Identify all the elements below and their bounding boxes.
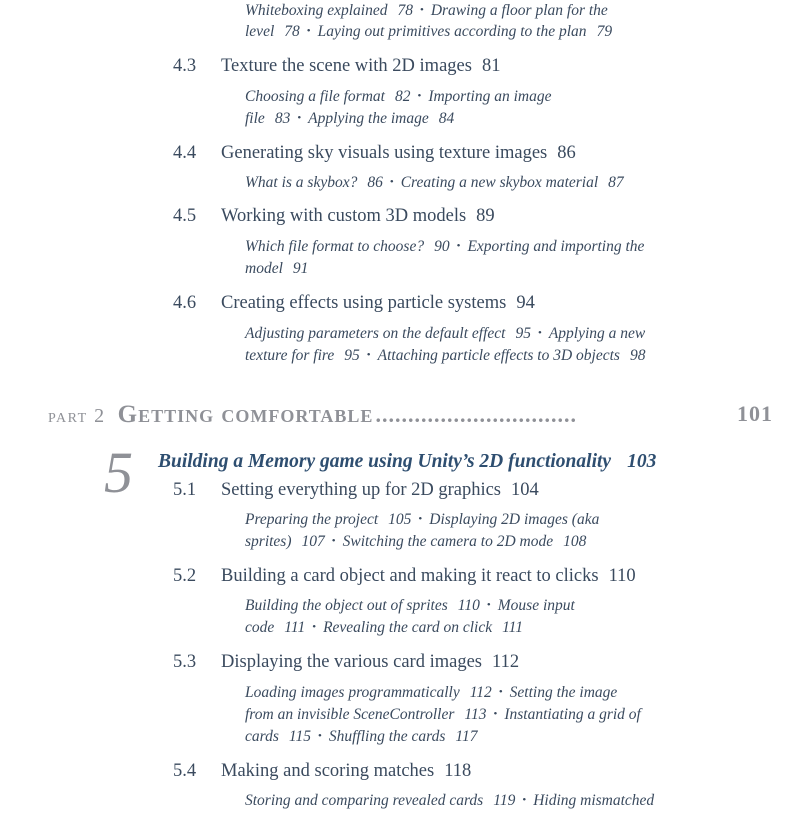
section-entry[interactable] <box>173 206 495 227</box>
subsection-line: Loading images programmatically 112 • Setting the image <box>245 684 618 701</box>
subsection-line: from an invisible SceneController 113 • Instantiating a grid of <box>245 706 641 723</box>
section-entry[interactable] <box>173 293 535 314</box>
chapter-heading[interactable] <box>158 451 656 473</box>
section-page: 118 <box>444 761 472 781</box>
section-title: Working with custom 3D models <box>221 206 467 226</box>
section-page: 81 <box>481 56 501 76</box>
section-title: Displaying the various card images <box>221 652 482 672</box>
subsection-line: code 111 • Revealing the card on click 111 <box>245 619 524 636</box>
section-title: Building a card object and making it react to clicks <box>221 566 599 586</box>
section-number: 4.4 <box>173 143 197 163</box>
section-title: Texture the scene with 2D images <box>221 56 472 76</box>
section-number: 4.5 <box>173 206 197 226</box>
section-number: 5.1 <box>173 480 197 500</box>
subsection-line: Building the object out of sprites 110 • Mouse input <box>245 597 575 614</box>
chapter-page: 103 <box>627 451 657 472</box>
section-page: 110 <box>608 566 636 586</box>
subsection-line: Storing and comparing revealed cards 119 • Hiding mismatched <box>245 792 655 809</box>
subsection-line: Whiteboxing explained 78 • Drawing a floor plan for the <box>245 2 608 19</box>
section-number: 5.4 <box>173 761 197 781</box>
section-number: 5.3 <box>173 652 197 672</box>
section-page: 104 <box>511 480 539 500</box>
subsection-line: file 83 • Applying the image 84 <box>245 110 455 127</box>
part-heading[interactable] <box>48 401 773 429</box>
subsection-line: What is a skybox? 86 • Creating a new skybox material 87 <box>245 174 624 191</box>
subsection-line: Choosing a file format 82 • Importing an image <box>245 88 552 105</box>
part-page: 101 <box>733 401 773 427</box>
chapter-number: 5 <box>104 440 133 505</box>
subsection-line: sprites) 107 • Switching the camera to 2D mode 108 <box>245 533 587 550</box>
chapter-title: Building a Memory game using Unity’s 2D functionality <box>158 451 612 472</box>
subsection-line: model 91 <box>245 260 309 277</box>
subsection-line: Adjusting parameters on the default effect 95 • Applying a new <box>245 325 646 342</box>
section-entry[interactable] <box>173 566 636 587</box>
part-label: part 2 <box>48 405 106 427</box>
section-title: Generating sky visuals using texture images <box>221 143 548 163</box>
subsection-line: level 78 • Laying out primitives according to the plan 79 <box>245 23 613 40</box>
section-page: 89 <box>476 206 495 226</box>
section-entry[interactable] <box>173 761 471 782</box>
section-page: 112 <box>492 652 520 672</box>
section-entry[interactable] <box>173 56 500 77</box>
subsection-line: Preparing the project 105 • Displaying 2D images (aka <box>245 511 600 528</box>
section-number: 4.3 <box>173 56 197 76</box>
section-title: Creating effects using particle systems <box>221 293 507 313</box>
section-entry[interactable] <box>173 480 539 501</box>
subsection-line: cards 115 • Shuffling the cards 117 <box>245 728 478 745</box>
section-number: 4.6 <box>173 293 197 313</box>
leader-dots: ............................... <box>375 402 577 427</box>
section-entry[interactable] <box>173 143 576 164</box>
subsection-line: texture for fire 95 • Attaching particle effects to 3D objects 98 <box>245 347 646 364</box>
part-title: Getting comfortable <box>117 401 374 428</box>
section-number: 5.2 <box>173 566 197 586</box>
section-title: Making and scoring matches <box>221 761 435 781</box>
subsection-line: Which file format to choose? 90 • Exporting and importing the <box>245 238 645 255</box>
section-page: 94 <box>516 293 535 313</box>
section-entry[interactable] <box>173 652 519 673</box>
section-title: Setting everything up for 2D graphics <box>221 480 502 500</box>
section-page: 86 <box>557 143 576 163</box>
